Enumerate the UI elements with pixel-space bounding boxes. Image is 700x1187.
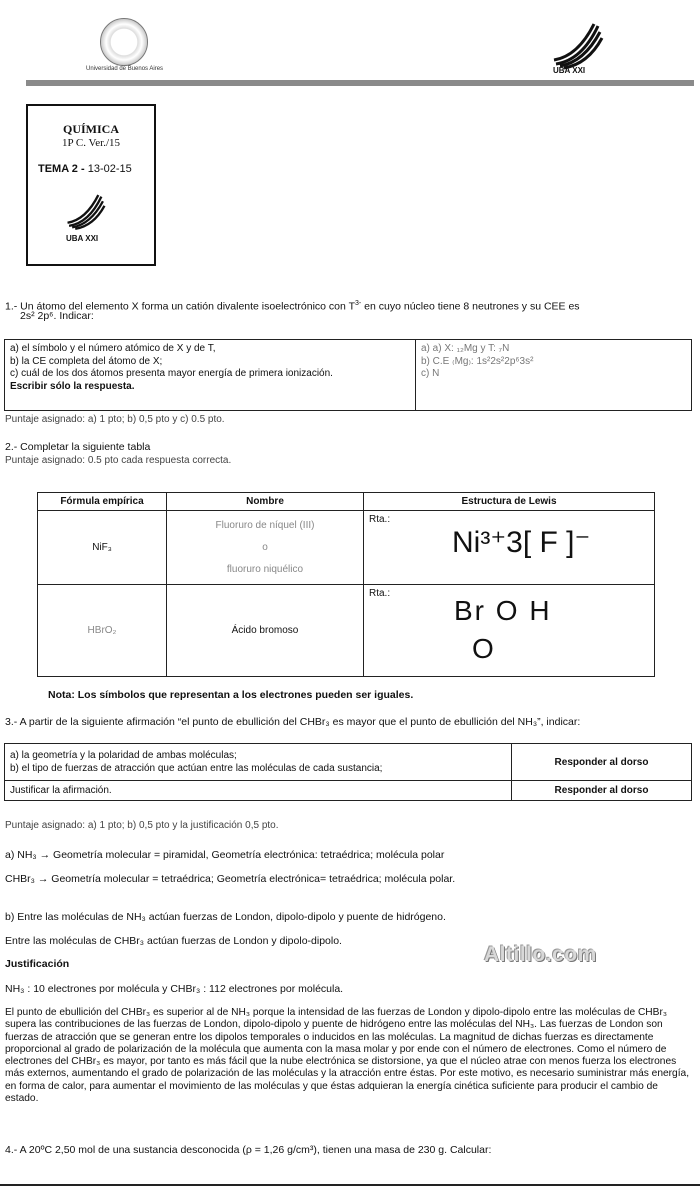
formula-cell: NiF₃	[38, 511, 167, 585]
header-lewis: Estructura de Lewis	[364, 493, 655, 511]
q1-answer: c) N	[421, 368, 440, 379]
watermark: Altillo.com	[484, 943, 597, 966]
q2-intro: 2.- Completar la siguiente tabla	[5, 441, 151, 453]
q1-answer: b) C.E ₍Mg₎: 1s²2s²2p⁶3s²	[421, 355, 534, 367]
respond-back-cell: Responder al dorso	[512, 744, 692, 781]
lewis-structure-hbro2-bottom: O	[472, 633, 494, 664]
exam-date: 13-02-15	[87, 163, 132, 175]
q1-answer: a) a) X: ₁₂Mg y T: ₇N	[421, 343, 510, 354]
uba-logo-label: UBA XXI	[553, 66, 586, 75]
name-line: fluoruro niquélico	[226, 563, 304, 575]
q4-intro: 4.- A 20ºC 2,50 mol de una sustancia desconocida (ρ = 1,26 g/cm³), tienen una masa de 230 g. Calcular:	[5, 1144, 492, 1156]
lewis-structure-hbro2-top: Br O H	[454, 595, 552, 626]
lewis-cell	[364, 511, 655, 585]
formula-cell: HBrO₂	[38, 585, 167, 677]
tema-label: TEMA 2 -	[38, 163, 85, 175]
q1-item: a) el símbolo y el número atómico de X y de T,	[10, 343, 216, 354]
header-formula: Fórmula empírica	[38, 493, 167, 511]
electron-count: NH₃ : 10 electrones por molécula y CHBr₃ : 112 electrones por molécula.	[5, 983, 344, 995]
q1-statement	[5, 297, 695, 314]
q1-score: Puntaje asignado: a) 1 pto; b) 0,5 pto y c) 0.5 pto.	[5, 414, 225, 425]
respond-back-cell: Responder al dorso	[512, 781, 692, 801]
q3-justify-cell: Justificar la afirmación.	[5, 781, 512, 801]
q3-answer-a2: CHBr₃ → Geometría molecular = tetraédrica; Geometría electrónica= tetraédrica; molécula polar.	[5, 873, 456, 885]
q3-answer-a1: a) NH₃ → Geometría molecular = piramidal, Geometría electrónica: tetraédrica; molécula polar	[5, 849, 445, 861]
rta-label: Rta.:	[369, 588, 391, 599]
uba-logo-label: UBA XXI	[66, 234, 99, 243]
name-cell	[167, 511, 364, 585]
q3-intro: 3.- A partir de la siguiente afirmación “el punto de ebullición del CHBr₃ es mayor que el punto de ebullición del NH₃”, indicar:	[5, 716, 581, 728]
name-line: o	[262, 541, 268, 553]
q1-intro-tail: en cuyo núcleo tiene 8 neutrones y su CEE es	[364, 300, 580, 313]
q1-intro: 1.- Un átomo del elemento X forma un catión divalente isoelectrónico con	[5, 300, 346, 313]
q1-table	[4, 339, 692, 411]
q2-score: Puntaje asignado: 0.5 pto cada respuesta correcta.	[5, 455, 232, 466]
name-line: Fluoruro de níquel (III)	[215, 519, 315, 531]
q2-table	[37, 492, 655, 677]
ion-charge: 3-	[355, 300, 362, 307]
ion-symbol: T	[348, 300, 356, 313]
university-seal	[100, 18, 148, 66]
rta-label: Rta.:	[369, 514, 391, 525]
header-name: Nombre	[167, 493, 364, 511]
justification-paragraph: El punto de ebullición del CHBr₃ es superior al de NH₃ porque la intensidad de las fuerzas de London y dipolo-dipolo entre las moléculas de CHBr₃ supera las contribuciones de las fuerzas de London, dipolo-dipolo y puente de hidrógeno entre las moléculas del NH₃. Las fuerzas de London son fuerzas de atracción que se generan entre los dipolos temporales o inducidos en las moléculas. La magnitud de dichas fuerzas es directamente proporcional al grado de polarización de la molécula que aumenta con la masa molar y por ende con el número de electrones. Como el número de electrones del CHBr₃ es mayor, por tanto es más fácil que la nube electrónica se distorsione, ya que el núcleo atrae con menos fuerza los electrones más externos, aumentando el grado de polarización de las moléculas y la atracción entre éstas. Por este motivo, es necesario suministrar más energía, en forma de calor, para aumentar el movimiento de las moléculas y que éstas adquieran la energía cinética suficiente para producir el cambio de estado.	[5, 1007, 690, 1105]
q3-table	[4, 743, 692, 801]
q3-item: b) el tipo de fuerzas de atracción que actúan entre las moléculas de cada sustancia;	[10, 763, 383, 774]
q1-write-only: Escribir sólo la respuesta.	[10, 380, 135, 392]
uba-logo-icon	[66, 192, 106, 232]
lewis-cell	[364, 585, 655, 677]
name-cell: Ácido bromoso	[167, 585, 364, 677]
subject-title: QUÍMICA	[63, 122, 119, 136]
q1-item: b) la CE completa del átomo de X;	[10, 355, 163, 367]
q1-answers-cell	[416, 340, 692, 411]
q3-answer-b2: Entre las moléculas de CHBr₃ actúan fuerzas de London y dipolo-dipolo.	[5, 935, 342, 947]
justification-title: Justificación	[5, 958, 70, 970]
exam-version: 1P C. Ver./15	[61, 137, 121, 149]
uba-logo-icon	[552, 20, 604, 72]
q1-cee: 2s² 2p⁶. Indicar:	[20, 310, 94, 322]
university-caption: Universidad de Buenos Aires	[86, 66, 164, 72]
q3-answer-b1: b) Entre las moléculas de NH₃ actúan fuerzas de London, dipolo-dipolo y puente de hidrógeno.	[5, 911, 446, 923]
q3-score: Puntaje asignado: a) 1 pto; b) 0,5 pto y la justificación 0,5 pto.	[5, 820, 279, 831]
q3-item: a) la geometría y la polaridad de ambas moléculas;	[10, 750, 237, 761]
exam-title-box	[26, 104, 156, 266]
q1-items-cell	[5, 340, 416, 411]
q1-item: c) cuál de los dos átomos presenta mayor energía de primera ionización.	[10, 368, 333, 379]
q3-items-cell	[5, 744, 512, 781]
page-bottom-rule	[0, 1184, 700, 1186]
header-divider	[26, 80, 694, 86]
q2-note: Nota: Los símbolos que representan a los electrones pueden ser iguales.	[48, 689, 414, 701]
lewis-structure-nif3: Ni³⁺3[ F ]⁻	[452, 526, 591, 559]
tema-line	[38, 163, 132, 175]
